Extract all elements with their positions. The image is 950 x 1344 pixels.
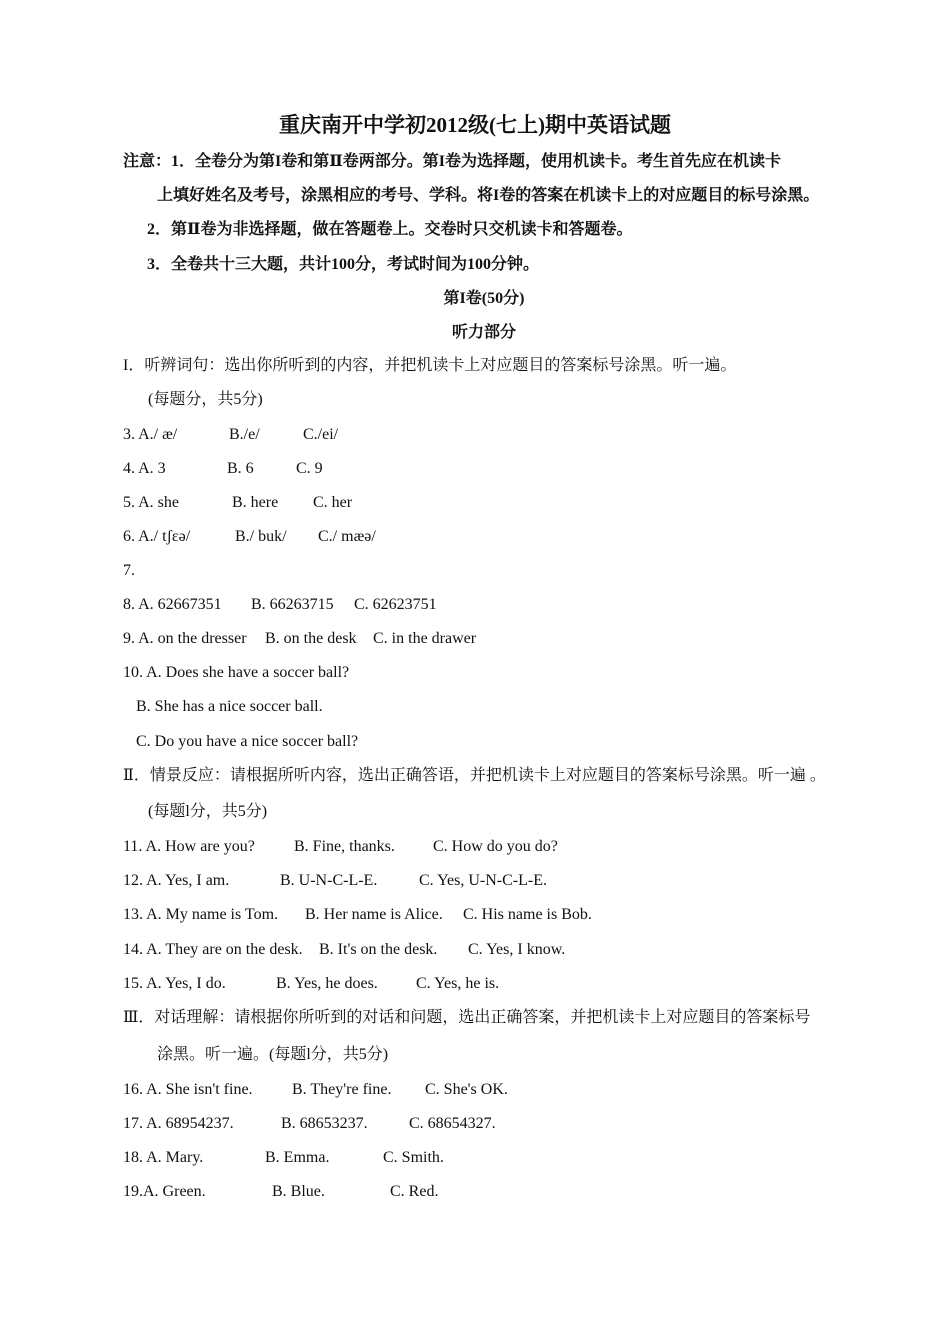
q12-option-a: 12. A. Yes, I am. bbox=[123, 872, 230, 889]
q5-option-b: B. here bbox=[232, 494, 279, 511]
q4-option-b: B. 6 bbox=[227, 460, 254, 477]
q16-option-b: B. They're fine. bbox=[292, 1081, 392, 1098]
q9-option-c: C. in the drawer bbox=[373, 630, 477, 647]
q4-option-a: 4. A. 3 bbox=[123, 460, 166, 477]
q6-option-a: 6. A./ tʃɛə/ bbox=[123, 528, 191, 545]
q16-option-c: C. She's OK. bbox=[425, 1081, 508, 1098]
q9-option-a: 9. A. on the dresser bbox=[123, 630, 247, 647]
q5-option-a: 5. A. she bbox=[123, 494, 179, 511]
section-3-score: 涂黑。听一遍。(每题l分，共5分) bbox=[157, 1046, 389, 1063]
q10-option-a: 10. A. Does she have a soccer ball? bbox=[123, 664, 350, 681]
q12-option-b: B. U-N-C-L-E. bbox=[280, 872, 378, 889]
q6-option-c: C./ mæə/ bbox=[318, 528, 376, 545]
q11-option-b: B. Fine, thanks. bbox=[294, 838, 395, 855]
q4-option-c: C. 9 bbox=[296, 460, 323, 477]
q14-option-b: B. It's on the desk. bbox=[319, 941, 438, 958]
part-1-heading: 第I卷(50分) bbox=[443, 290, 525, 307]
q13-option-a: 13. A. My name is Tom. bbox=[123, 906, 279, 923]
q14-option-a: 14. A. They are on the desk. bbox=[123, 941, 303, 958]
q18-option-b: B. Emma. bbox=[265, 1149, 330, 1166]
section-2-instruction: Ⅱ．情景反应：请根据所听内容，选出正确答语，并把机读卡上对应题目的答案标号涂黑。听一遍 。 bbox=[123, 767, 826, 784]
q18-option-a: 18. A. Mary. bbox=[123, 1149, 204, 1166]
q19-option-c: C. Red. bbox=[390, 1183, 439, 1200]
q19-option-b: B. Blue. bbox=[272, 1183, 325, 1200]
q3-option-b: B./e/ bbox=[229, 426, 260, 443]
q13-option-c: C. His name is Bob. bbox=[463, 906, 592, 923]
q10-option-b: B. She has a nice soccer ball. bbox=[136, 698, 323, 715]
note-2: 2．第Ⅱ卷为非选择题，做在答题卷上。交卷时只交机读卡和答题卷。 bbox=[147, 221, 633, 238]
q9-option-b: B. on the desk bbox=[265, 630, 357, 647]
q3-option-c: C./ei/ bbox=[303, 426, 339, 443]
q5-option-c: C. her bbox=[313, 494, 353, 511]
q3-option-a: 3. A./ æ/ bbox=[123, 426, 178, 443]
q12-option-c: C. Yes, U-N-C-L-E. bbox=[419, 872, 547, 889]
listening-heading: 听力部分 bbox=[451, 324, 516, 341]
section-1-score: (每题分，共5分) bbox=[148, 391, 263, 408]
q17-option-b: B. 68653237. bbox=[281, 1115, 368, 1132]
section-3-instruction: Ⅲ．对话理解：请根据你所听到的对话和问题，选出正确答案，并把机读卡上对应题目的答案标号 bbox=[123, 1009, 811, 1026]
section-2-score: (每题l分，共5分) bbox=[148, 803, 268, 820]
question-7: 7. bbox=[123, 562, 135, 579]
q18-option-c: C. Smith. bbox=[383, 1149, 444, 1166]
q11-option-a: 11. A. How are you? bbox=[123, 838, 255, 855]
q19-option-a: 19.A. Green. bbox=[123, 1183, 206, 1200]
q10-option-c: C. Do you have a nice soccer ball? bbox=[136, 733, 359, 750]
q6-option-b: B./ buk/ bbox=[235, 528, 287, 545]
q13-option-b: B. Her name is Alice. bbox=[305, 906, 443, 923]
q17-option-a: 17. A. 68954237. bbox=[123, 1115, 234, 1132]
q15-option-c: C. Yes, he is. bbox=[416, 975, 500, 992]
q15-option-a: 15. A. Yes, I do. bbox=[123, 975, 226, 992]
q11-option-c: C. How do you do? bbox=[433, 838, 558, 855]
section-1-instruction: I．听辨词句：选出你所听到的内容，并把机读卡上对应题目的答案标号涂黑。听一遍。 bbox=[123, 357, 737, 374]
q8-option-a: 8. A. 62667351 bbox=[123, 596, 222, 613]
q16-option-a: 16. A. She isn't fine. bbox=[123, 1081, 253, 1098]
exam-title: 重庆南开中学初2012级(七上)期中英语试题 bbox=[279, 113, 671, 137]
q8-option-b: B. 66263715 bbox=[251, 596, 334, 613]
q15-option-b: B. Yes, he does. bbox=[276, 975, 378, 992]
note-1-line-1: 注意：1．全卷分为第I卷和第Ⅱ卷两部分。第I卷为选择题，使用机读卡。考生首先应在机读卡 bbox=[123, 153, 781, 170]
q17-option-c: C. 68654327. bbox=[409, 1115, 496, 1132]
note-3: 3．全卷共十三大题，共计100分，考试时间为100分钟。 bbox=[147, 256, 540, 273]
note-1-line-2: 上填好姓名及考号，涂黑相应的考号、学科。将I卷的答案在机读卡上的对应题目的标号涂黑。 bbox=[157, 187, 820, 204]
q8-option-c: C. 62623751 bbox=[354, 596, 437, 613]
q14-option-c: C. Yes, I know. bbox=[468, 941, 566, 958]
